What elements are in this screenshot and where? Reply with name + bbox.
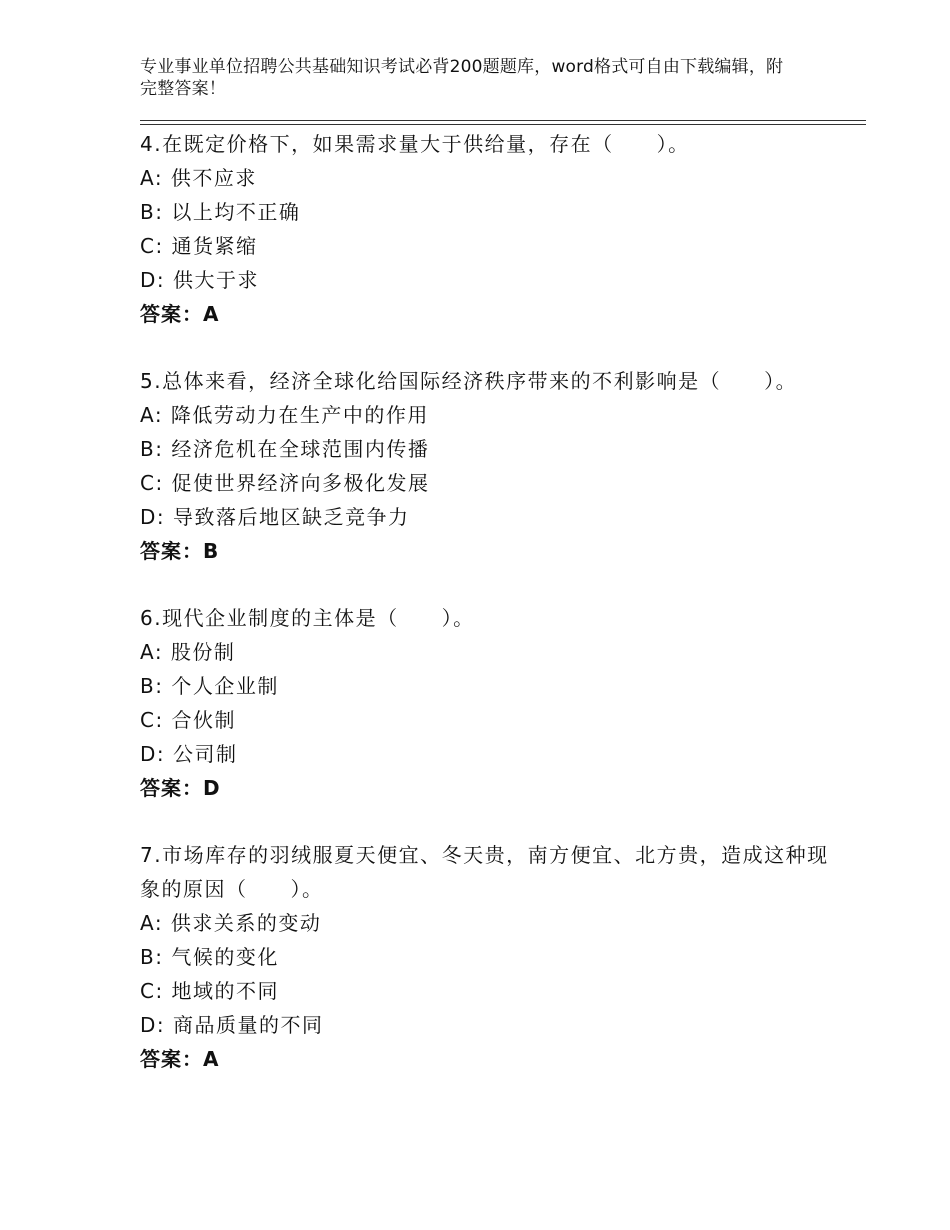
answer-label: 答案：B xyxy=(140,539,220,563)
option-b: B: 个人企业制 xyxy=(140,674,279,698)
question-stem: 5.总体来看，经济全球化给国际经济秩序带来的不利影响是（ ）。 xyxy=(140,369,798,393)
option-b: B: 经济危机在全球范围内传播 xyxy=(140,437,430,461)
option-c: C: 合伙制 xyxy=(140,708,237,732)
question-item xyxy=(140,127,830,331)
answer-label: 答案：D xyxy=(140,776,221,800)
option-d: D: 商品质量的不同 xyxy=(140,1013,324,1037)
option-d: D: 导致落后地区缺乏竞争力 xyxy=(140,505,410,529)
option-b: B: 气候的变化 xyxy=(140,945,279,969)
answer-label: 答案：A xyxy=(140,302,220,326)
option-a: A: 降低劳动力在生产中的作用 xyxy=(140,403,429,427)
question-item xyxy=(140,838,830,1076)
option-c: C: 地域的不同 xyxy=(140,979,280,1003)
option-b: B: 以上均不正确 xyxy=(140,200,301,224)
option-a: A: 供不应求 xyxy=(140,166,257,190)
question-stem: 6.现代企业制度的主体是（ ）。 xyxy=(140,606,475,630)
option-d: D: 供大于求 xyxy=(140,268,259,292)
header-divider xyxy=(140,120,866,125)
question-item xyxy=(140,601,830,805)
option-d: D: 公司制 xyxy=(140,742,238,766)
option-c: C: 促使世界经济向多极化发展 xyxy=(140,471,430,495)
answer-label: 答案：A xyxy=(140,1047,220,1071)
question-item xyxy=(140,364,830,568)
page-header-title: 专业事业单位招聘公共基础知识考试必背200题题库，word格式可自由下载编辑，附完整答案！ xyxy=(140,57,784,99)
question-stem: 7.市场库存的羽绒服夏天便宜、冬天贵，南方便宜、北方贵，造成这种现象的原因（ ）。 xyxy=(140,843,829,901)
option-a: A: 股份制 xyxy=(140,640,236,664)
question-list xyxy=(140,127,830,1109)
option-a: A: 供求关系的变动 xyxy=(140,911,322,935)
question-stem: 4.在既定价格下，如果需求量大于供给量，存在（ ）。 xyxy=(140,132,690,156)
option-c: C: 通货紧缩 xyxy=(140,234,258,258)
